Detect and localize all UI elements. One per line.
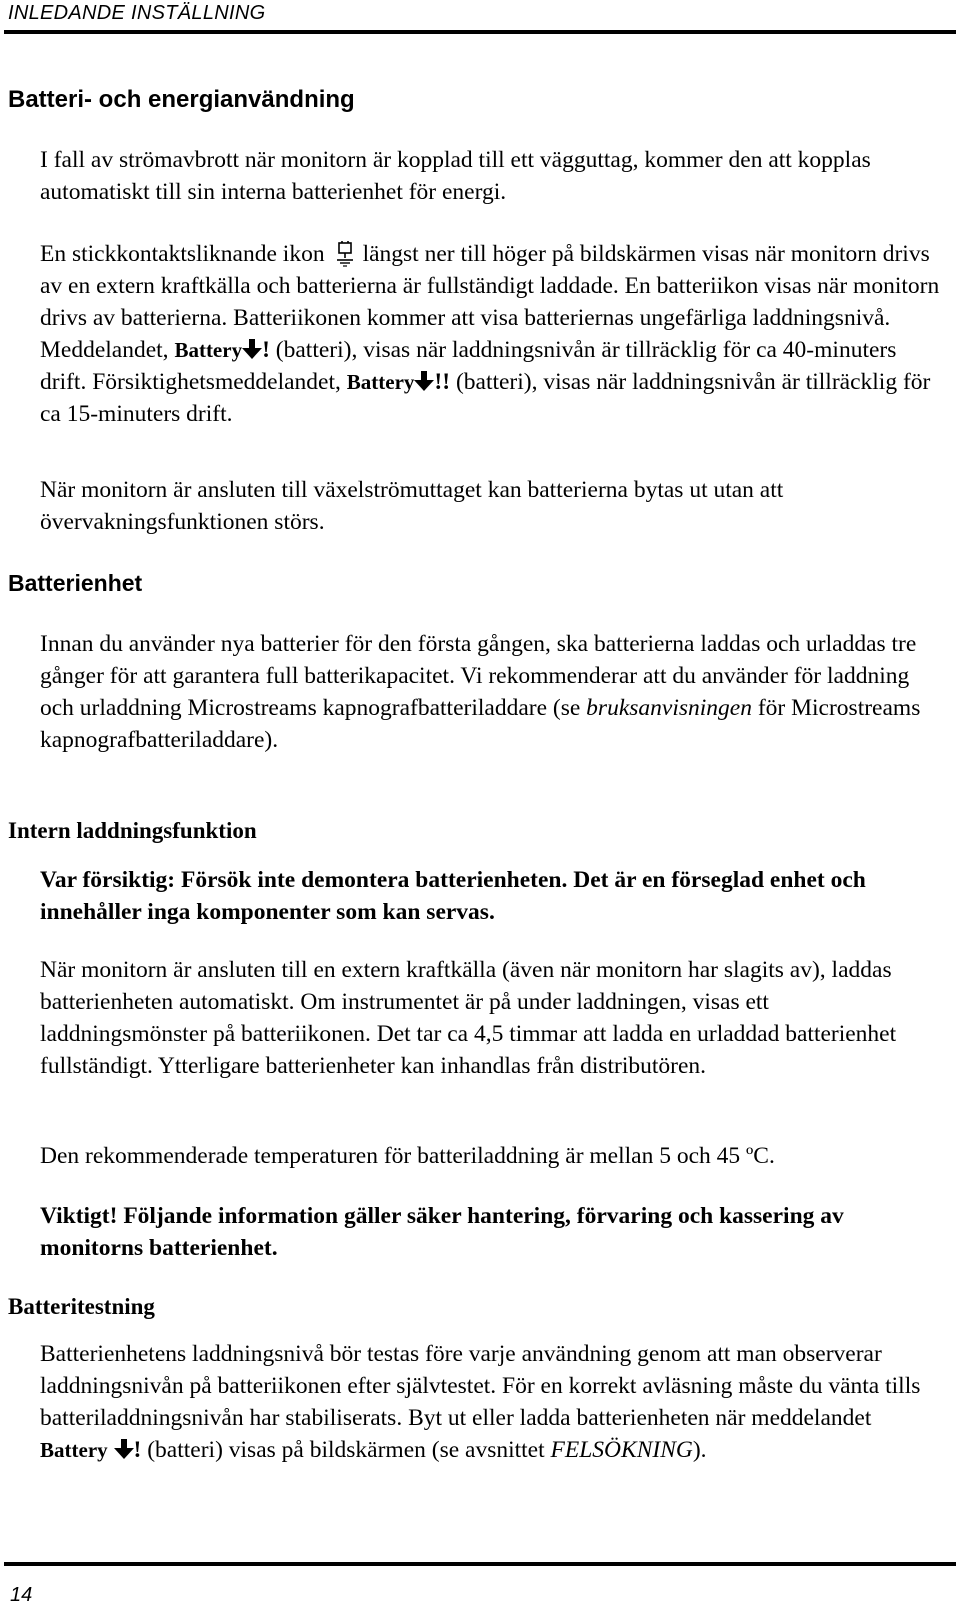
text-segment: Batterienhetens laddningsnivå bör testas före varje användning genom att man observerar laddningsnivån på batteriikonen efter självtestet. För en korrekt avläsning måste du vänta tills batteriladdningsnivån har stabiliserats. Byt ut eller ladda batterienheten när meddelandet [40,1341,921,1431]
heading-internal-charging: Intern laddningsfunktion [8,818,257,843]
heading-battery-energy: Batteri- och energianvändning [8,86,355,113]
battery-message-word: Battery [346,370,415,394]
text-segment: ). [692,1437,707,1463]
caution-notice: Var försiktig: Försök inte demontera batterienheten. Det är en förseglad enhet och innehåller inga komponenter som kan servas. [40,867,866,925]
heading-battery-test: Batteritestning [8,1294,155,1319]
plug-icon [335,241,355,267]
battery-message-word: Battery [174,338,243,362]
exclamation-mark: ! [262,337,270,363]
text-segment: Innan du använder nya batterier för den första gången, ska batterierna laddas och urladdas tre gånger för att garantera full batterikapacitet. Vi rekommenderar att du använder för laddning och urladdning Microstreams kapnografbatteriladdare (se [40,631,917,721]
paragraph-charging-info: När monitorn är ansluten till en extern kraftkälla (även när monitorn har slagits av), laddas batterienheten automatiskt. Om instrumentet är på under laddningen, visas ett laddningsmönster på batteriikonen. Det tar ca 4,5 timmar att ladda en urladdad batterienhet fullständigt. Ytterligare batterienheter kan inhandlas från distributören. [40,957,897,1079]
header-rule [4,30,956,34]
battery-message-word: Battery [40,1438,108,1462]
down-arrow-icon [114,1437,134,1459]
exclamation-mark: ! [133,1437,142,1463]
heading-battery-unit: Batterienhet [8,570,143,596]
footer-rule [4,1562,956,1566]
text-segment: En stickkontaktsliknande ikon [40,241,325,267]
text-segment: (batteri), visas när laddningsnivån är tillräcklig för ca 15-minuters drift. [40,369,931,427]
text-segment: längst ner till höger på bildskärmen visas när monitorn drivs av en extern kraftkälla och batterierna är fullständigt laddade. En batteriikon visas när monitorn drivs av batterierna. Batteriikonen kommer att visa batteriernas ungefärliga laddningsnivå. Meddelandet, [40,241,940,363]
important-notice: Viktigt! Följande information gäller säker hantering, förvaring och kassering av monitorns batterienhet. [40,1203,844,1261]
paragraph-new-batteries [40,628,940,756]
paragraph-power-failure: I fall av strömavbrott när monitorn är kopplad till ett vägguttag, kommer den att kopplas automatiskt till sin interna batterienhet för energi. [40,147,871,205]
paragraph-battery-test [40,1338,940,1466]
text-segment: (batteri) visas på bildskärmen (se avsnittet [147,1437,545,1463]
page-header-title: INLEDANDE INSTÄLLNING [8,2,266,24]
paragraph-charging-temperature: Den rekommenderade temperaturen för batteriladdning är mellan 5 och 45 ºC. [40,1143,775,1169]
troubleshooting-reference: FELSÖKNING [550,1437,693,1463]
manual-reference: bruksanvisningen [586,695,752,721]
paragraph-battery-icon [40,238,940,430]
text-segment: för Microstreams kapnografbatteriladdare). [40,695,921,753]
page-number: 14 [10,1584,33,1606]
down-arrow-icon [414,369,434,391]
text-segment: (batteri), visas när laddningsnivån är tillräcklig för ca 40-minuters drift. Försiktighetsmeddelandet, [40,337,897,395]
down-arrow-icon [242,337,262,359]
paragraph-ac-outlet: När monitorn är ansluten till växelströmuttaget kan batterierna bytas ut utan att övervakningsfunktionen störs. [40,477,784,535]
double-exclamation-mark: !! [434,369,451,395]
